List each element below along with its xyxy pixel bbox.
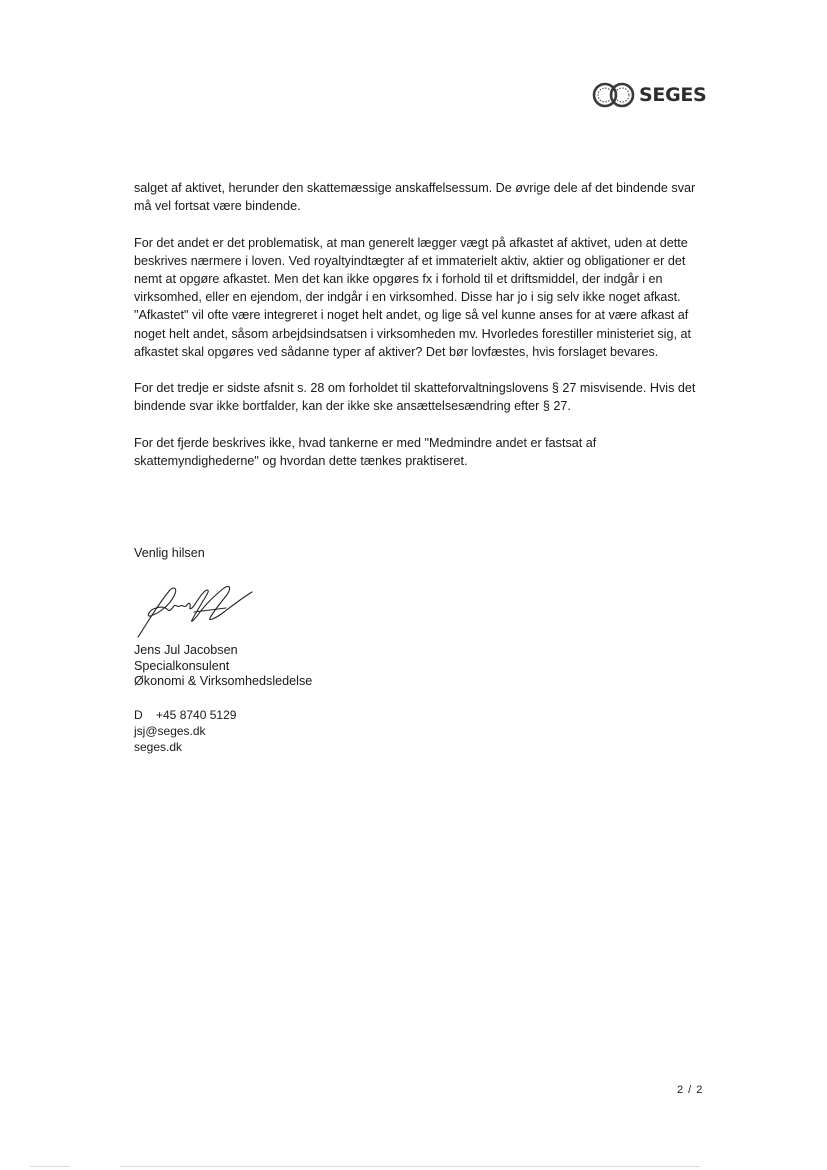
letter-body: [134, 179, 704, 488]
signer-name: Jens Jul Jacobsen: [134, 643, 238, 657]
closing-greeting: Venlig hilsen: [134, 546, 205, 560]
signer-department: Økonomi & Virksomhedsledelse: [134, 674, 313, 688]
contact-block: [134, 707, 236, 755]
scan-artifact-line: [30, 1166, 70, 1167]
seges-logo: [592, 82, 706, 108]
logo-text: SEGES: [639, 83, 707, 106]
body-paragraph-4: For det fjerde beskrives ikke, hvad tankerne er med "Medmindre andet er fastsat af skattemyndighederne" og hvordan dette tænkes praktiseret.: [134, 435, 597, 468]
phone-label: D: [134, 708, 143, 722]
signer-block: [134, 643, 312, 690]
handwritten-signature: [134, 582, 259, 640]
body-paragraph-2: For det andet er det problematisk, at man generelt lægger vægt på afkastet af aktivet, uden at dette beskrives nærmere i loven. Ved royaltyindtægter af et immaterielt aktiv, aktier og obligationer er det nemt at opgøre afkastet. Men det kan ikke opgøres fx i forhold til et driftsmiddel, der indgår i en virksomhed, eller en ejendom, der indgår i en virksomhed. Disse har jo i sig selv ikke noget afkast. "Afkastet" vil ofte være integreret i noget helt andet, og lige så vel kunne anses for at være afkast af noget helt andet, såsom arbejdsindsatsen i virksomheden mv. Hvorledes forestiller ministeriet sig, at afkastet skal opgøres ved sådanne typer af aktiver? Det bør lovfæstes, hvis forslaget bevares.: [134, 235, 691, 359]
phone-line: [134, 707, 236, 723]
scan-artifact-line: [120, 1166, 700, 1167]
email-link[interactable]: jsj@seges.dk: [134, 724, 206, 738]
page-number: 2 / 2: [677, 1084, 704, 1096]
phone-number: +45 8740 5129: [156, 708, 237, 722]
website-link[interactable]: seges.dk: [134, 740, 183, 754]
signer-title: Specialkonsulent: [134, 658, 230, 673]
body-paragraph-3: For det tredje er sidste afsnit s. 28 om forholdet til skatteforvaltningslovens § 27 misvisende. Hvis det bindende svar ikke bortfalder, kan der ikke ske ansættelsesændring efter § 27.: [134, 381, 696, 414]
body-paragraph-1: salget af aktivet, herunder den skattemæssige anskaffelsessum. De øvrige dele af det bindende svar må vel fortsat være bindende.: [134, 181, 696, 214]
seges-logo-mark-icon: [592, 82, 636, 108]
